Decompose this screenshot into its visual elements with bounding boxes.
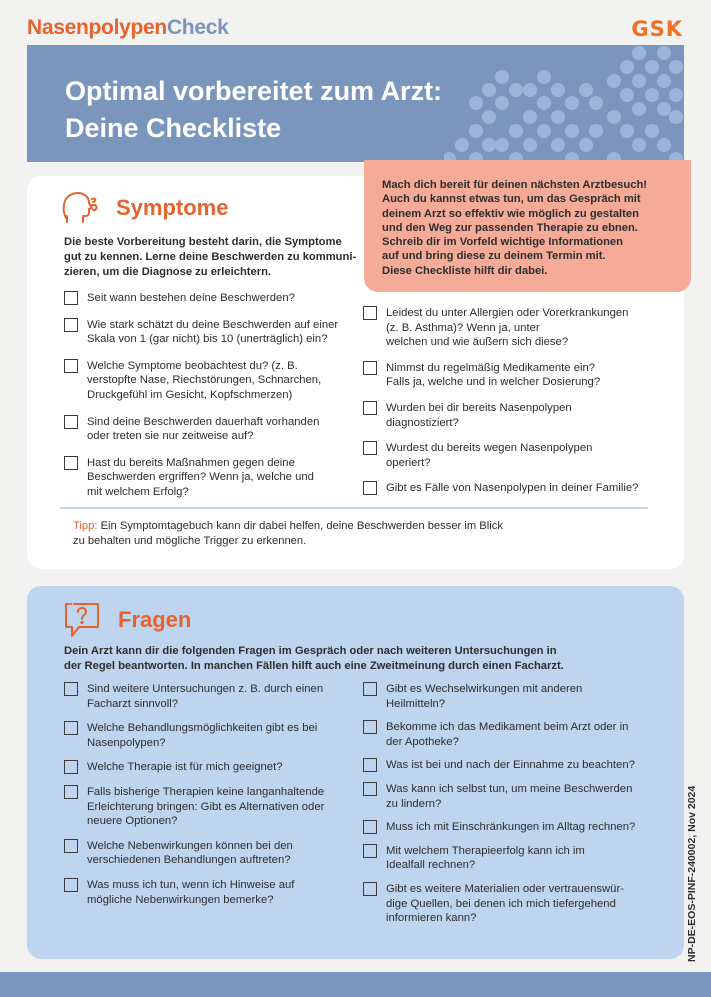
symptoms-intro-line: Die beste Vorbereitung besteht darin, die Symptome [64,236,342,248]
checkbox[interactable] [64,359,78,373]
footer-band [0,972,711,997]
hero-banner [27,45,684,162]
tip-label: Tipp: [73,520,98,532]
checklist-item-text [386,720,628,749]
decorative-dot [657,138,671,152]
checklist-item [363,758,663,773]
checklist-item-line: mit welchem Erfolg? [87,485,189,498]
decorative-dot [669,60,683,74]
speech-bubble-question-icon [62,600,102,640]
decorative-dot [632,138,646,152]
checklist-item [64,760,354,775]
decorative-dot [495,96,509,110]
decorative-dot [551,83,565,97]
decorative-dot [482,138,496,152]
decorative-dot [620,124,634,138]
checklist-item-text [386,758,635,773]
checkbox[interactable] [64,456,78,470]
checklist-item-text [87,359,321,403]
checklist-item [64,318,354,347]
checklist-item-line: verstopfte Nase, Riechstörungen, Schnarchen, [87,374,322,387]
section-divider [60,507,648,509]
decorative-dot [537,96,551,110]
questions-intro-line: Dein Arzt kann dir die folgenden Fragen im Gespräch oder nach weiteren Untersuchungen in [64,645,557,657]
checklist-item-line: Heilmitteln? [386,697,446,710]
checkbox[interactable] [363,441,377,455]
decorative-dot [657,102,671,116]
decorative-dot [632,46,646,60]
checklist-item-line: Sind weitere Untersuchungen z. B. durch einen [87,683,324,695]
decorative-dot [482,83,496,97]
decorative-dot [620,88,634,102]
decorative-dot [523,110,537,124]
callout-line: Diese Checkliste hilft dir dabei. [382,264,548,277]
nasenpolypen-check-logo [27,16,228,40]
decorative-dot [565,96,579,110]
checklist-item-text [386,401,572,430]
checklist-item-line: Erleichterung bringen: Gibt es Alternativen oder [87,800,325,813]
checklist-item-text [87,721,317,750]
checklist-item-line: zu lindern? [386,797,442,810]
checklist-item-line: der Apotheke? [386,735,459,748]
checklist-item-line: diagnostiziert? [386,416,459,429]
checklist-item-text [386,481,638,496]
checkbox[interactable] [363,844,377,858]
checklist-item-line: Was muss ich tun, wenn ich Hinweise auf [87,878,295,891]
callout-line: Mach dich bereit für deinen nächsten Arztbesuch! [382,179,648,191]
decorative-dot [657,46,671,60]
checklist-item-line: Beschwerden ergriffen? Wenn ja, welche und [87,471,314,484]
checkbox[interactable] [64,291,78,305]
checkbox[interactable] [64,760,78,774]
checklist-item-line: Facharzt sinnvoll? [87,697,179,710]
checklist-item-text [87,682,323,711]
checklist-item-line: Bekomme ich das Medikament beim Arzt oder in [386,721,629,734]
checklist-item [363,481,663,496]
checklist-item-line: Welche Symptome beobachtest du? (z. B. [87,359,298,372]
checkbox[interactable] [64,839,78,853]
checklist-item-line: Mit welchem Therapieerfolg kann ich im [386,844,585,857]
callout-line: Auch du kannst etwas tun, um das Gespräch mit [382,193,641,206]
document-code: NP-DE-EOS-PINF-240002, Nov 2024 [686,785,698,962]
decorative-dot [523,138,537,152]
callout-line: auf und bring diese zu deinem Termin mit. [382,250,606,263]
decorative-dot [669,110,683,124]
decorative-dot [469,96,483,110]
title-line-1: Optimal vorbereitet zum Arzt: [65,76,443,106]
checklist-item-text [386,306,628,350]
checkbox[interactable] [363,401,377,415]
checklist-item-line: Was ist bei und nach der Einnahme zu beachten? [386,759,635,772]
checklist-item [64,721,354,750]
checklist-item [363,361,663,390]
checklist-item-line: Welche Nebenwirkungen können bei den [87,839,293,852]
symptoms-intro-line: zieren, um die Diagnose zu erleichtern. [64,266,272,278]
checklist-item [363,682,663,711]
checklist-item-line: Gibt es weitere Materialien oder vertrauenswür- [386,882,624,895]
checklist-item-line: Nasenpolypen? [87,736,166,749]
tip-text-line-2: zu behalten und mögliche Trigger zu erkennen. [73,535,307,547]
decorative-dot [589,124,603,138]
title-line-2: Deine Checkliste [65,113,282,143]
checklist-item-text [386,441,592,470]
decorative-dot [620,60,634,74]
questions-checklist-left [64,682,354,917]
checklist-item-text [87,415,319,444]
questions-intro-line: der Regel beantworten. In manchen Fällen hilft auch eine Zweitmeinung durch einen Facharzt. [64,660,564,672]
checkbox[interactable] [64,785,78,799]
checklist-item-text [87,839,293,868]
decorative-dot [551,138,565,152]
logo-part-nasenpolypen: Nasenpolypen [27,16,167,39]
checklist-item-line: Falls bisherige Therapien keine langanhaltende [87,785,325,798]
checklist-item [64,785,354,829]
questions-intro [64,644,564,674]
checklist-item-text [386,844,585,873]
checkbox[interactable] [64,682,78,696]
symptoms-intro-line: gut zu kennen. Lerne deine Beschwerden zu kommuni- [64,251,357,263]
checklist-item-line: Gibt es Fälle von Nasenpolypen in deiner Familie? [386,482,639,495]
checkbox[interactable] [64,318,78,332]
symptoms-heading [60,188,228,228]
checklist-item-line: Nimmst du regelmäßig Medikamente ein? [386,361,596,374]
checkbox[interactable] [363,361,377,375]
decorative-dot [565,124,579,138]
decorative-dot [657,74,671,88]
decorative-dot [589,96,603,110]
checklist-item [363,720,663,749]
checkbox[interactable] [363,720,377,734]
checklist-item-line: neuere Optionen? [87,815,178,828]
checklist-item-line: Wie stark schätzt du deine Beschwerden auf einer [87,318,339,331]
decorative-dot [579,138,593,152]
decorative-dot-pattern [444,45,684,162]
checkbox[interactable] [363,481,377,495]
decorative-dot [469,124,483,138]
checklist-item-line: Falls ja, welche und in welcher Dosierung? [386,376,601,389]
decorative-dot [537,70,551,84]
tip-text-line-1: Ein Symptomtagebuch kann dir dabei helfen, deine Beschwerden besser im Blick [97,520,503,532]
decorative-dot [632,102,646,116]
checklist-item [64,839,354,868]
decorative-dot [523,83,537,97]
decorative-dot [551,110,565,124]
checklist-item-text [87,760,283,775]
symptoms-intro [64,235,356,280]
tip-note [73,519,503,549]
checklist-item-line: Sind deine Beschwerden dauerhaft vorhanden [87,415,320,428]
checkbox[interactable] [363,682,377,696]
checklist-item-line: informieren kann? [386,912,477,925]
symptoms-checklist-right [363,306,663,507]
checklist-item-line: welchen und wie äußern sich diese? [386,336,569,349]
checklist-item-text [87,318,338,347]
checkbox[interactable] [363,820,377,834]
checkbox[interactable] [363,758,377,772]
checklist-item-line: Skala von 1 (gar nicht) bis 10 (unerträglich) ein? [87,333,328,346]
questions-title: Fragen [118,607,192,632]
decorative-dot [645,60,659,74]
symptoms-title: Symptome [116,195,229,220]
checklist-item-line: verschiedenen Behandlungen auftreten? [87,854,291,867]
checklist-item-text [386,782,632,811]
checklist-item-line: Seit wann bestehen deine Beschwerden? [87,292,295,304]
page-title [65,73,442,147]
checklist-item-line: Welche Behandlungsmöglichkeiten gibt es bei [87,722,318,735]
checklist-item [363,306,663,350]
checklist-item-line: mögliche Nebenwirkungen bemerke? [87,893,274,906]
checklist-item [363,782,663,811]
decorative-dot [509,124,523,138]
decorative-dot [607,110,621,124]
questions-checklist-right [363,682,663,935]
checkbox[interactable] [363,882,377,896]
logo-part-check: Check [166,16,229,39]
checklist-item [363,441,663,470]
checkbox[interactable] [363,306,377,320]
callout-line: und den Weg zur passenden Therapie zu ebnen. [382,221,638,234]
checklist-item-line: Hast du bereits Maßnahmen gegen deine [87,456,295,469]
decorative-dot [579,83,593,97]
symptoms-checklist-left [64,291,354,512]
checklist-item [363,844,663,873]
decorative-dot [645,124,659,138]
checklist-item [64,291,354,306]
checklist-item-line: Muss ich mit Einschränkungen im Alltag rechnen? [386,821,636,834]
checklist-item-line: Druckgefühl im Gesicht, Kopfschmerzen) [87,388,293,401]
checkbox[interactable] [64,415,78,429]
decorative-dot [509,83,523,97]
decorative-dot [607,74,621,88]
checklist-item-line: Welche Therapie ist für mich geeignet? [87,761,283,774]
decorative-dot [669,88,683,102]
intro-callout [364,160,691,292]
decorative-dot [537,124,551,138]
callout-line: deinem Arzt so effektiv wie möglich zu gestalten [382,207,639,220]
checklist-item [64,878,354,907]
checklist-item-line: dige Quellen, bei denen ich mich tiefergehend [386,897,616,910]
checklist-item [64,682,354,711]
checkbox[interactable] [64,878,78,892]
decorative-dot [455,138,469,152]
checklist-item-line: Leidest du unter Allergien oder Vorerkrankungen [386,307,629,319]
checklist-item-line: Wurden bei dir bereits Nasenpolypen [386,401,572,414]
checkbox[interactable] [363,782,377,796]
checklist-item-text [386,361,600,390]
checklist-item [64,456,354,500]
checklist-item [363,820,663,835]
checklist-item-line: Was kann ich selbst tun, um meine Beschwerden [386,782,633,795]
checklist-item-line: oder treten sie nur zeitweise auf? [87,430,254,443]
checklist-item-line: operiert? [386,456,431,469]
questions-heading [62,600,191,640]
decorative-dot [495,138,509,152]
callout-line: Schreib dir im Vorfeld wichtige Informationen [382,236,623,249]
checklist-item-line: Gibt es Wechselwirkungen mit anderen [386,683,583,695]
checklist-item-text [87,878,294,907]
checklist-item [363,882,663,926]
gsk-logo: GSK [631,17,683,41]
checklist-item [64,359,354,403]
head-breath-icon [60,188,100,228]
checklist-item-text [386,820,635,835]
checklist-item [64,415,354,444]
checklist-item-line: Wurdest du bereits wegen Nasenpolypen [386,442,593,455]
checklist-item [363,401,663,430]
decorative-dot [495,70,509,84]
decorative-dot [632,74,646,88]
checklist-item-line: (z. B. Asthma)? Wenn ja, unter [386,321,540,334]
checklist-item-line: Idealfall rechnen? [386,859,476,872]
decorative-dot [645,88,659,102]
checklist-item-text [87,456,314,500]
checklist-item-text [87,291,295,306]
checklist-item-text [386,682,582,711]
decorative-dot [482,110,496,124]
checkbox[interactable] [64,721,78,735]
checklist-item-text [87,785,324,829]
checklist-item-text [386,882,624,926]
